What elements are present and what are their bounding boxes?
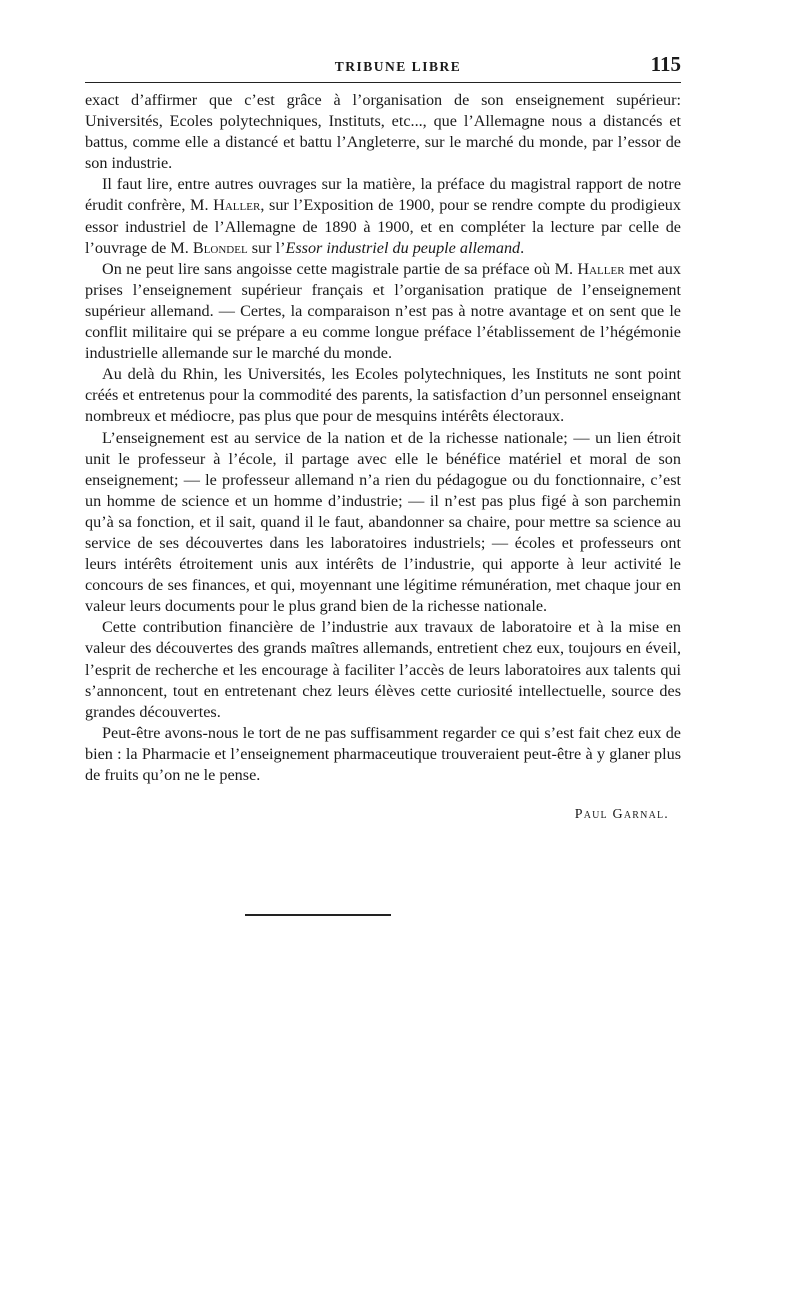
- end-rule: [245, 914, 391, 916]
- paragraph-6: Cette contribution financière de l’industrie aux travaux de laboratoire et à la mise en valeur des découvertes des grands maîtres allemands, entretient chez eux, toujours en éveil, l’esprit de recherche et les encourage à faciliter l’accès de leurs laboratoires aux talents qui s’annoncent, tout en entretenant chez leurs élèves cette curiosité intellectuelle, source des grandes découvertes.: [85, 618, 681, 721]
- paragraph-1: exact d’affirmer que c’est grâce à l’organisation de son enseignement supérieur: Universités, Ecoles polytechniques, Instituts, etc..., que l’Allemagne nous a distancés et battus, comme elle a distancé et battu l’Angleterre, sur le marché du monde, par l’essor de son industrie.: [85, 91, 681, 173]
- article-body: [85, 90, 681, 786]
- paragraph-3: [85, 259, 681, 364]
- paragraph-3-rest: met aux prises l’enseignement supérieur français et l’organisation pratique de l’enseignement supérieur allemand. — Certes, la comparaison n’est pas à notre avantage et on sent que le conflit militaire qui se prépare a eu comme longue préface l’établissement de l’hégémonie industrielle allemande sur le marché du monde.: [85, 259, 681, 363]
- book-title: Essor industriel du peuple allemand: [285, 238, 521, 257]
- paragraph-2: [85, 174, 681, 258]
- paragraph-4: Au delà du Rhin, les Universités, les Ecoles polytechniques, les Instituts ne sont point créés et entretenus pour la commodité des parents, la satisfaction d’un personnel enseignant nombreux et médiocre, pas plus que pour de mesquins intérêts électoraux.: [85, 365, 681, 426]
- paragraph-2-end: .: [520, 238, 525, 257]
- paragraph-2-middle: , sur l’Exposition de 1900, pour se rendre compte du prodigieux essor industriel de l’Allemagne de 1890 à 1900, et en compléter la lecture par celle de l’ouvrage de M.: [85, 196, 681, 257]
- running-header: [85, 52, 681, 83]
- paragraph-2-intro: Il faut lire, entre autres ouvrages sur la matière, la préface du magistral rapport de notre érudit confrère, M.: [85, 175, 681, 215]
- paragraph-2-sur: sur l’: [247, 238, 286, 257]
- author-name-blondel: Blondel: [192, 238, 248, 257]
- author-name-haller: Haller: [213, 196, 261, 215]
- running-title: TRIBUNE LIBRE: [334, 59, 462, 74]
- author-signature: Paul Garnal.: [574, 807, 669, 823]
- paragraph-3-intro: On ne peut lire sans angoisse cette magistrale partie de sa préface où M.: [102, 259, 574, 278]
- page-number: 115: [650, 52, 681, 76]
- author-name-haller-2: Haller: [577, 259, 625, 278]
- paragraph-7: Peut-être avons-nous le tort de ne pas suffisamment regarder ce qui s’est fait chez eux de bien : la Pharmacie et l’enseignement pharmaceutique trouveraient peut-être à y glaner plus de fruits qu’on ne le pense.: [85, 723, 681, 784]
- paragraph-5: L’enseignement est au service de la nation et de la richesse nationale; — un lien étroit unit le professeur à l’école, il partage avec elle le bénéfice matériel et moral de son enseignement; — le professeur allemand n’a rien du pédagogue ou du fonctionnaire, c’est un homme de science et un homme d’industrie; — il n’est pas plus figé à son parchemin qu’à sa fonction, et il sait, quand il le faut, abandonner sa chaire, pour mettre sa science au service de ses découvertes dans les laboratoires industriels; — écoles et professeurs ont leurs intérêts étroitement unis aux intérêts de l’industrie, qui apporte à leur activité le concours de ses finances, et qui, moyennant une légitime rémunération, met chaque jour en valeur leurs documents pour le plus grand bien de la richesse nationale.: [85, 428, 681, 616]
- document-page: [85, 52, 681, 916]
